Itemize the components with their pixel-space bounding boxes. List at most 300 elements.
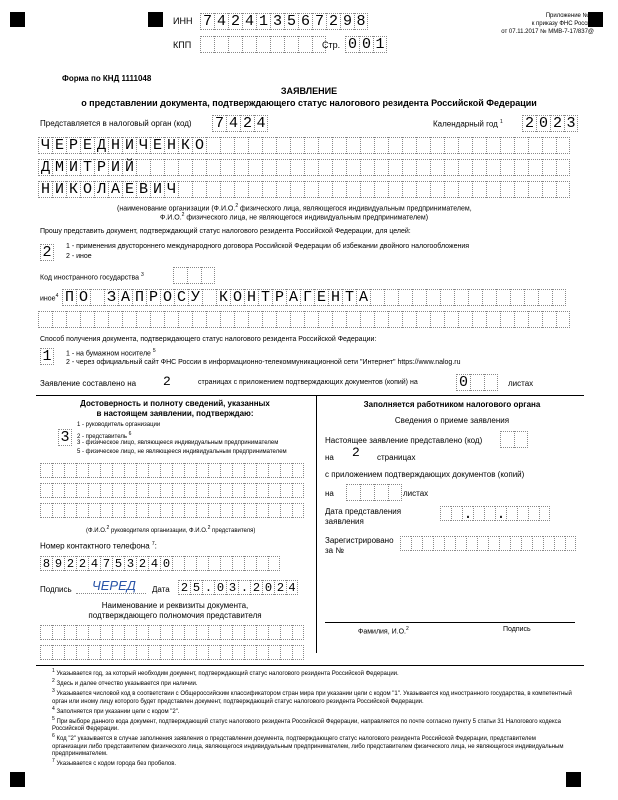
authority-code-cells[interactable] — [212, 115, 268, 132]
char-cell[interactable] — [304, 311, 318, 328]
char-cell[interactable] — [202, 289, 216, 306]
char-cell[interactable] — [164, 311, 178, 328]
char-cell[interactable] — [360, 137, 374, 154]
char-cell[interactable] — [346, 159, 360, 176]
char-cell[interactable]: 0 — [359, 36, 373, 53]
char-cell[interactable] — [496, 289, 510, 306]
char-cell[interactable] — [539, 506, 550, 521]
char-cell[interactable] — [208, 645, 220, 660]
char-cell[interactable] — [472, 311, 486, 328]
char-cell[interactable]: 2 — [76, 556, 88, 571]
char-cell[interactable]: 4 — [214, 13, 228, 30]
char-cell[interactable] — [100, 463, 112, 478]
char-cell[interactable] — [556, 137, 570, 154]
char-cell[interactable] — [52, 503, 64, 518]
char-cell[interactable]: 4 — [88, 556, 100, 571]
registration-number-cells[interactable] — [400, 536, 576, 551]
char-cell[interactable]: 5 — [112, 556, 124, 571]
char-cell[interactable] — [440, 506, 451, 521]
char-cell[interactable] — [220, 483, 232, 498]
char-cell[interactable] — [416, 181, 430, 198]
char-cell[interactable] — [262, 159, 276, 176]
char-cell[interactable] — [398, 289, 412, 306]
char-cell[interactable] — [64, 483, 76, 498]
char-cell[interactable] — [451, 506, 462, 521]
char-cell[interactable]: В — [136, 181, 150, 198]
country-code-cells[interactable] — [173, 267, 215, 284]
char-cell[interactable] — [292, 483, 304, 498]
submitted-code-cells[interactable] — [500, 431, 528, 448]
char-cell[interactable] — [422, 536, 433, 551]
char-cell[interactable] — [292, 625, 304, 640]
char-cell[interactable] — [178, 311, 192, 328]
char-cell[interactable] — [94, 311, 108, 328]
char-cell[interactable]: 7 — [200, 13, 214, 30]
char-cell[interactable] — [64, 645, 76, 660]
char-cell[interactable] — [40, 625, 52, 640]
char-cell[interactable] — [88, 463, 100, 478]
char-cell[interactable] — [173, 267, 187, 284]
char-cell[interactable] — [455, 536, 466, 551]
char-cell[interactable]: Ч — [38, 137, 52, 154]
char-cell[interactable]: П — [62, 289, 76, 306]
char-cell[interactable] — [444, 311, 458, 328]
char-cell[interactable] — [148, 463, 160, 478]
char-cell[interactable]: 0 — [262, 580, 274, 595]
char-cell[interactable]: Р — [272, 289, 286, 306]
char-cell[interactable] — [160, 625, 172, 640]
char-cell[interactable] — [208, 556, 220, 571]
char-cell[interactable] — [248, 311, 262, 328]
char-cell[interactable] — [521, 536, 532, 551]
char-cell[interactable] — [52, 463, 64, 478]
char-cell[interactable]: 0 — [214, 580, 226, 595]
char-cell[interactable] — [172, 645, 184, 660]
char-cell[interactable] — [346, 484, 360, 501]
char-cell[interactable] — [256, 645, 268, 660]
char-cell[interactable] — [88, 483, 100, 498]
char-cell[interactable]: И — [66, 159, 80, 176]
char-cell[interactable] — [40, 645, 52, 660]
char-cell[interactable] — [472, 159, 486, 176]
char-cell[interactable]: 2 — [550, 115, 564, 132]
char-cell[interactable] — [76, 483, 88, 498]
char-cell[interactable] — [477, 536, 488, 551]
char-cell[interactable] — [196, 463, 208, 478]
char-cell[interactable] — [184, 463, 196, 478]
char-cell[interactable]: К — [66, 181, 80, 198]
char-cell[interactable] — [486, 181, 500, 198]
char-cell[interactable] — [332, 137, 346, 154]
char-cell[interactable] — [196, 645, 208, 660]
char-cell[interactable]: А — [286, 289, 300, 306]
char-cell[interactable] — [388, 159, 402, 176]
char-cell[interactable] — [206, 159, 220, 176]
char-cell[interactable] — [40, 503, 52, 518]
char-cell[interactable] — [172, 463, 184, 478]
char-cell[interactable]: З — [104, 289, 118, 306]
char-cell[interactable] — [172, 483, 184, 498]
char-cell[interactable] — [160, 503, 172, 518]
char-cell[interactable] — [528, 137, 542, 154]
char-cell[interactable] — [160, 463, 172, 478]
char-cell[interactable] — [284, 36, 298, 53]
char-cell[interactable] — [472, 181, 486, 198]
char-cell[interactable] — [318, 311, 332, 328]
char-cell[interactable] — [499, 536, 510, 551]
char-cell[interactable] — [280, 463, 292, 478]
char-cell[interactable] — [136, 625, 148, 640]
char-cell[interactable] — [244, 645, 256, 660]
char-cell[interactable] — [66, 311, 80, 328]
char-cell[interactable] — [234, 159, 248, 176]
name-row-2[interactable] — [38, 159, 570, 176]
inn-cells[interactable] — [200, 13, 368, 30]
char-cell[interactable] — [542, 159, 556, 176]
char-cell[interactable] — [346, 137, 360, 154]
char-cell[interactable]: 3 — [124, 556, 136, 571]
char-cell[interactable]: 1 — [256, 13, 270, 30]
char-cell[interactable]: 3 — [270, 13, 284, 30]
char-cell[interactable]: У — [188, 289, 202, 306]
char-cell[interactable] — [332, 181, 346, 198]
char-cell[interactable] — [517, 506, 528, 521]
char-cell[interactable] — [256, 556, 268, 571]
char-cell[interactable] — [234, 137, 248, 154]
char-cell[interactable] — [556, 181, 570, 198]
char-cell[interactable] — [276, 311, 290, 328]
char-cell[interactable]: 4 — [226, 115, 240, 132]
char-cell[interactable] — [88, 625, 100, 640]
char-cell[interactable] — [538, 289, 552, 306]
char-cell[interactable]: О — [76, 289, 90, 306]
char-cell[interactable] — [543, 536, 554, 551]
char-cell[interactable] — [510, 536, 521, 551]
char-cell[interactable] — [100, 645, 112, 660]
char-cell[interactable] — [430, 159, 444, 176]
char-cell[interactable] — [244, 556, 256, 571]
char-cell[interactable] — [262, 181, 276, 198]
char-cell[interactable] — [112, 503, 124, 518]
char-cell[interactable] — [466, 536, 477, 551]
char-cell[interactable] — [192, 159, 206, 176]
char-cell[interactable] — [248, 137, 262, 154]
char-cell[interactable] — [532, 536, 543, 551]
char-cell[interactable] — [100, 483, 112, 498]
char-cell[interactable] — [416, 311, 430, 328]
char-cell[interactable] — [172, 625, 184, 640]
char-cell[interactable] — [411, 536, 422, 551]
char-cell[interactable] — [268, 556, 280, 571]
char-cell[interactable] — [280, 625, 292, 640]
char-cell[interactable] — [234, 181, 248, 198]
char-cell[interactable] — [430, 311, 444, 328]
char-cell[interactable] — [248, 159, 262, 176]
char-cell[interactable]: Д — [94, 137, 108, 154]
char-cell[interactable] — [458, 159, 472, 176]
char-cell[interactable] — [256, 625, 268, 640]
char-cell[interactable] — [304, 159, 318, 176]
char-cell[interactable]: 1 — [40, 348, 54, 365]
method-code-cell[interactable] — [40, 348, 54, 365]
char-cell[interactable] — [160, 645, 172, 660]
char-cell[interactable] — [510, 289, 524, 306]
char-cell[interactable] — [444, 137, 458, 154]
char-cell[interactable] — [430, 181, 444, 198]
char-cell[interactable] — [482, 289, 496, 306]
char-cell[interactable] — [268, 503, 280, 518]
char-cell[interactable] — [374, 159, 388, 176]
char-cell[interactable] — [444, 536, 455, 551]
char-cell[interactable]: 0 — [160, 556, 172, 571]
char-cell[interactable]: К — [216, 289, 230, 306]
char-cell[interactable] — [388, 181, 402, 198]
char-cell[interactable] — [268, 645, 280, 660]
char-cell[interactable] — [208, 463, 220, 478]
char-cell[interactable] — [100, 503, 112, 518]
char-cell[interactable] — [500, 431, 514, 448]
char-cell[interactable] — [52, 645, 64, 660]
char-cell[interactable]: 3 — [58, 429, 72, 446]
char-cell[interactable] — [242, 36, 256, 53]
char-cell[interactable] — [528, 159, 542, 176]
char-cell[interactable]: М — [52, 159, 66, 176]
char-cell[interactable] — [374, 484, 388, 501]
char-cell[interactable] — [256, 36, 270, 53]
char-cell[interactable] — [472, 137, 486, 154]
char-cell[interactable] — [370, 289, 384, 306]
officer-sheets-cells[interactable] — [346, 484, 402, 501]
char-cell[interactable] — [196, 503, 208, 518]
other-purpose-cells[interactable] — [62, 289, 566, 306]
char-cell[interactable] — [220, 159, 234, 176]
char-cell[interactable] — [412, 289, 426, 306]
name-row-3[interactable] — [38, 181, 570, 198]
char-cell[interactable] — [64, 503, 76, 518]
char-cell[interactable] — [346, 181, 360, 198]
char-cell[interactable] — [276, 159, 290, 176]
char-cell[interactable] — [124, 503, 136, 518]
char-cell[interactable] — [148, 483, 160, 498]
char-cell[interactable] — [148, 645, 160, 660]
char-cell[interactable] — [542, 137, 556, 154]
char-cell[interactable] — [528, 181, 542, 198]
char-cell[interactable] — [402, 137, 416, 154]
char-cell[interactable] — [280, 645, 292, 660]
char-cell[interactable]: 5 — [190, 580, 202, 595]
officer-pages-value[interactable]: 2 — [352, 445, 360, 460]
char-cell[interactable]: 3 — [564, 115, 578, 132]
char-cell[interactable] — [486, 159, 500, 176]
char-cell[interactable] — [298, 36, 312, 53]
char-cell[interactable]: 9 — [52, 556, 64, 571]
char-cell[interactable] — [136, 311, 150, 328]
phone-cells[interactable] — [40, 556, 280, 571]
char-cell[interactable]: 2 — [178, 580, 190, 595]
char-cell[interactable] — [184, 645, 196, 660]
char-cell[interactable] — [458, 137, 472, 154]
char-cell[interactable] — [52, 625, 64, 640]
char-cell[interactable] — [232, 483, 244, 498]
char-cell[interactable] — [100, 625, 112, 640]
char-cell[interactable] — [184, 556, 196, 571]
char-cell[interactable] — [232, 463, 244, 478]
char-cell[interactable] — [292, 503, 304, 518]
char-cell[interactable] — [206, 311, 220, 328]
char-cell[interactable] — [542, 181, 556, 198]
char-cell[interactable]: 2 — [250, 580, 262, 595]
char-cell[interactable] — [220, 137, 234, 154]
char-cell[interactable] — [220, 181, 234, 198]
char-cell[interactable] — [524, 289, 538, 306]
char-cell[interactable] — [556, 311, 570, 328]
char-cell[interactable]: О — [230, 289, 244, 306]
char-cell[interactable] — [556, 159, 570, 176]
char-cell[interactable] — [52, 311, 66, 328]
char-cell[interactable] — [444, 181, 458, 198]
char-cell[interactable] — [244, 483, 256, 498]
char-cell[interactable] — [192, 181, 206, 198]
char-cell[interactable] — [332, 311, 346, 328]
char-cell[interactable] — [388, 484, 402, 501]
char-cell[interactable] — [268, 463, 280, 478]
char-cell[interactable] — [112, 645, 124, 660]
kpp-cells[interactable] — [200, 36, 326, 53]
char-cell[interactable] — [318, 159, 332, 176]
char-cell[interactable] — [248, 181, 262, 198]
sheets-cells[interactable] — [456, 374, 498, 391]
char-cell[interactable] — [184, 503, 196, 518]
char-cell[interactable]: Р — [146, 289, 160, 306]
char-cell[interactable]: Г — [300, 289, 314, 306]
char-cell[interactable]: Е — [122, 181, 136, 198]
char-cell[interactable]: О — [192, 137, 206, 154]
char-cell[interactable] — [458, 181, 472, 198]
char-cell[interactable] — [256, 503, 268, 518]
char-cell[interactable]: 7 — [312, 13, 326, 30]
char-cell[interactable] — [52, 483, 64, 498]
authority-doc-row-1[interactable] — [40, 625, 304, 640]
char-cell[interactable] — [374, 311, 388, 328]
char-cell[interactable] — [220, 463, 232, 478]
char-cell[interactable] — [124, 645, 136, 660]
char-cell[interactable] — [416, 159, 430, 176]
char-cell[interactable]: 8 — [40, 556, 52, 571]
char-cell[interactable] — [136, 483, 148, 498]
char-cell[interactable] — [76, 645, 88, 660]
char-cell[interactable] — [542, 311, 556, 328]
char-cell[interactable]: А — [108, 181, 122, 198]
char-cell[interactable] — [38, 311, 52, 328]
char-cell[interactable]: И — [150, 181, 164, 198]
char-cell[interactable] — [374, 137, 388, 154]
char-cell[interactable] — [500, 159, 514, 176]
char-cell[interactable]: 2 — [274, 580, 286, 595]
char-cell[interactable]: И — [122, 137, 136, 154]
char-cell[interactable] — [486, 311, 500, 328]
name-row-1[interactable] — [38, 137, 570, 154]
char-cell[interactable] — [506, 506, 517, 521]
char-cell[interactable] — [433, 536, 444, 551]
char-cell[interactable] — [402, 311, 416, 328]
char-cell[interactable]: 2 — [228, 13, 242, 30]
char-cell[interactable]: И — [52, 181, 66, 198]
char-cell[interactable] — [192, 311, 206, 328]
char-cell[interactable] — [304, 181, 318, 198]
char-cell[interactable]: Н — [164, 137, 178, 154]
char-cell[interactable] — [346, 311, 360, 328]
char-cell[interactable] — [244, 625, 256, 640]
char-cell[interactable] — [388, 137, 402, 154]
char-cell[interactable] — [136, 463, 148, 478]
char-cell[interactable] — [76, 625, 88, 640]
char-cell[interactable] — [220, 625, 232, 640]
char-cell[interactable] — [80, 311, 94, 328]
char-cell[interactable] — [112, 483, 124, 498]
char-cell[interactable]: . — [463, 506, 473, 523]
char-cell[interactable] — [290, 311, 304, 328]
char-cell[interactable] — [76, 463, 88, 478]
char-cell[interactable] — [148, 503, 160, 518]
char-cell[interactable] — [290, 181, 304, 198]
char-cell[interactable] — [360, 484, 374, 501]
char-cell[interactable]: Н — [328, 289, 342, 306]
char-cell[interactable] — [76, 503, 88, 518]
char-cell[interactable] — [220, 556, 232, 571]
char-cell[interactable] — [208, 503, 220, 518]
char-cell[interactable] — [402, 181, 416, 198]
char-cell[interactable] — [500, 137, 514, 154]
char-cell[interactable]: Р — [94, 159, 108, 176]
char-cell[interactable] — [514, 181, 528, 198]
char-cell[interactable] — [554, 536, 565, 551]
char-cell[interactable] — [232, 503, 244, 518]
char-cell[interactable]: Е — [314, 289, 328, 306]
char-cell[interactable]: С — [174, 289, 188, 306]
char-cell[interactable] — [454, 289, 468, 306]
char-cell[interactable]: 4 — [242, 13, 256, 30]
char-cell[interactable]: О — [160, 289, 174, 306]
char-cell[interactable]: 2 — [40, 244, 54, 261]
char-cell[interactable] — [360, 181, 374, 198]
char-cell[interactable] — [500, 311, 514, 328]
char-cell[interactable]: 4 — [254, 115, 268, 132]
char-cell[interactable] — [318, 181, 332, 198]
char-cell[interactable] — [473, 506, 484, 521]
char-cell[interactable] — [304, 137, 318, 154]
pages-value[interactable]: 2 — [163, 374, 171, 389]
char-cell[interactable] — [124, 483, 136, 498]
char-cell[interactable]: 5 — [284, 13, 298, 30]
char-cell[interactable] — [88, 503, 100, 518]
other-purpose-cells-2[interactable] — [38, 311, 570, 328]
char-cell[interactable]: 4 — [286, 580, 298, 595]
char-cell[interactable]: Р — [66, 137, 80, 154]
char-cell[interactable]: . — [238, 580, 250, 595]
char-cell[interactable] — [384, 289, 398, 306]
char-cell[interactable]: 6 — [298, 13, 312, 30]
signer-fio-row-3[interactable] — [40, 503, 304, 518]
char-cell[interactable] — [228, 36, 242, 53]
char-cell[interactable] — [360, 311, 374, 328]
char-cell[interactable] — [388, 311, 402, 328]
char-cell[interactable] — [280, 483, 292, 498]
char-cell[interactable]: 2 — [522, 115, 536, 132]
char-cell[interactable]: Т — [258, 289, 272, 306]
authority-doc-row-2[interactable] — [40, 645, 304, 660]
signer-fio-row-1[interactable] — [40, 463, 304, 478]
char-cell[interactable] — [552, 289, 566, 306]
